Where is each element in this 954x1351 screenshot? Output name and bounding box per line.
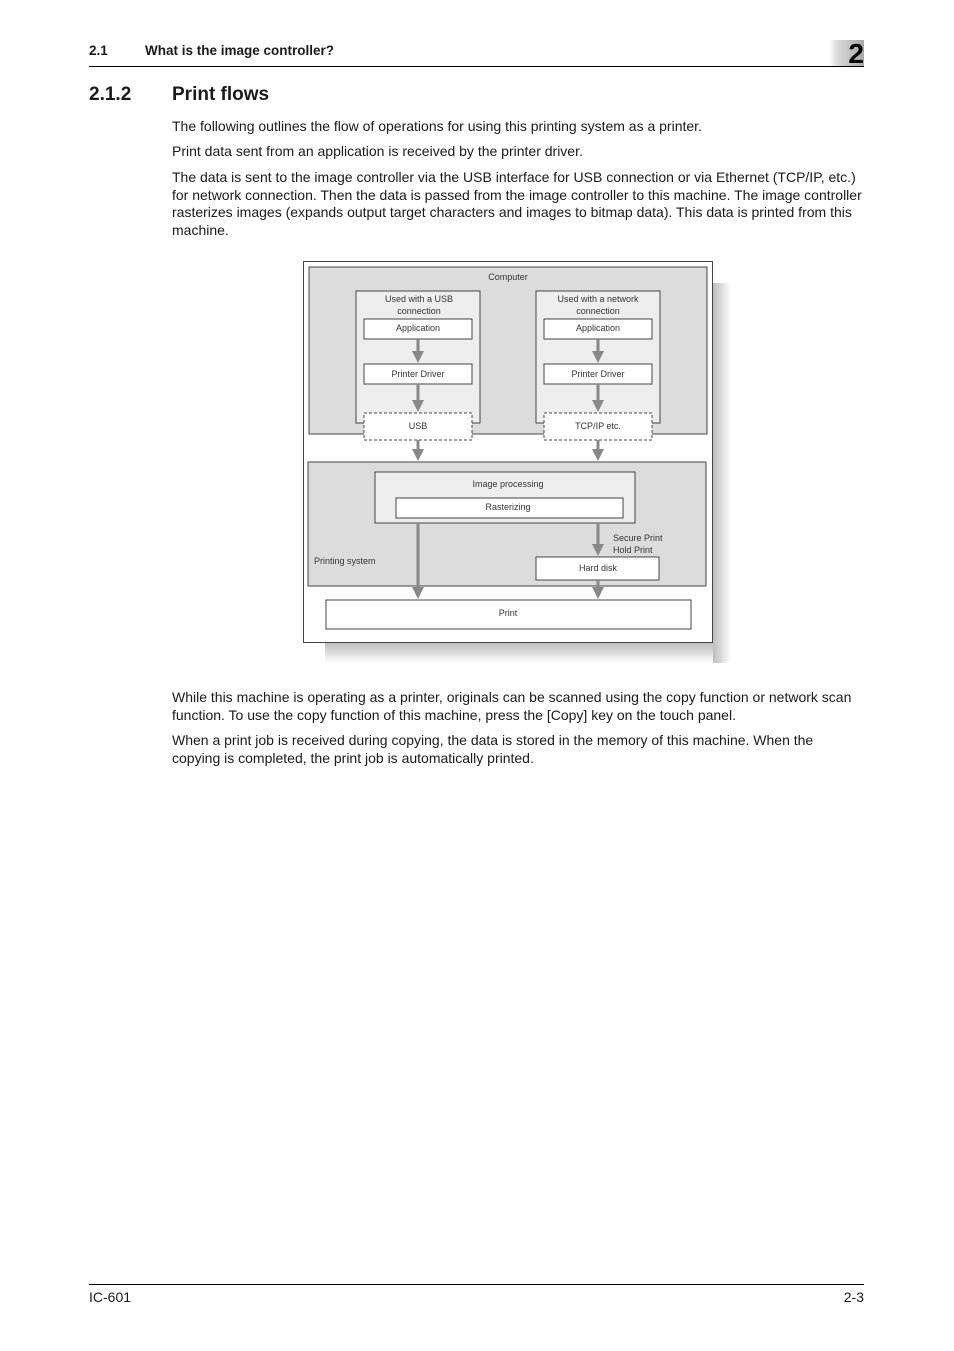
paragraph-driver: Print data sent from an application is received by the printer driver.	[172, 143, 583, 159]
print-flow-diagram	[303, 261, 713, 643]
computer-label: Computer	[488, 272, 528, 282]
footer-page-number: 2-3	[843, 1289, 864, 1305]
network-application-label: Application	[575, 323, 621, 333]
footer-model: IC-601	[89, 1289, 132, 1305]
chapter-tab	[829, 38, 864, 69]
subsection-title: Print flows	[172, 84, 270, 105]
network-column-title-line2: connection	[576, 306, 620, 316]
usb-column-title-line2: connection	[397, 306, 441, 316]
header-section-title: What is the image controller?	[145, 43, 335, 58]
print-label: Print	[498, 608, 518, 618]
paragraph-intro: The following outlines the flow of operations for using this printing system as a printer.	[172, 118, 702, 134]
paragraph-copy-function: While this machine is operating as a printer, originals can be scanned using the copy function or network scan function. To use the copy function of this machine, press the [Copy] key on the touch panel.	[172, 689, 852, 723]
subsection-number: 2.1.2	[89, 84, 132, 105]
image-processing-label: Image processing	[472, 479, 544, 489]
header-section-number: 2.1	[89, 43, 108, 58]
usb-printer-driver-label: Printer Driver	[391, 369, 445, 379]
paragraph-print-during-copy: When a print job is received during copying, the data is stored in the memory of this machine. When the copying is completed, the print job is automatically printed.	[172, 732, 814, 766]
printing-system-label: Printing system	[314, 556, 376, 566]
hard-disk-label: Hard disk	[578, 563, 618, 573]
page-header	[89, 38, 864, 67]
figure-shadow-right	[713, 283, 731, 663]
rasterizing-label: Rasterizing	[485, 502, 531, 512]
paragraph-data-flow: The data is sent to the image controller via the USB interface for USB connection or via Ethernet (TCP/IP, etc.) for network connection. Then the data is passed from the image controller to this machine. The image controller rasterizes images (expands output target characters and images to bitmap data). This data is printed from this machine.	[172, 169, 862, 238]
figure-shadow-bottom	[325, 643, 731, 663]
network-printer-driver-label: Printer Driver	[571, 369, 625, 379]
secure-print-label: Secure Print	[613, 533, 663, 543]
usb-interface-label: USB	[408, 421, 428, 431]
hold-print-label: Hold Print	[613, 545, 653, 555]
network-column-title-line1: Used with a network	[557, 294, 639, 304]
usb-column-title-line1: Used with a USB	[384, 294, 454, 304]
usb-application-label: Application	[395, 323, 441, 333]
chapter-number: 2	[848, 38, 864, 69]
tcpip-interface-label: TCP/IP etc.	[575, 421, 621, 431]
page-footer	[89, 1284, 864, 1305]
